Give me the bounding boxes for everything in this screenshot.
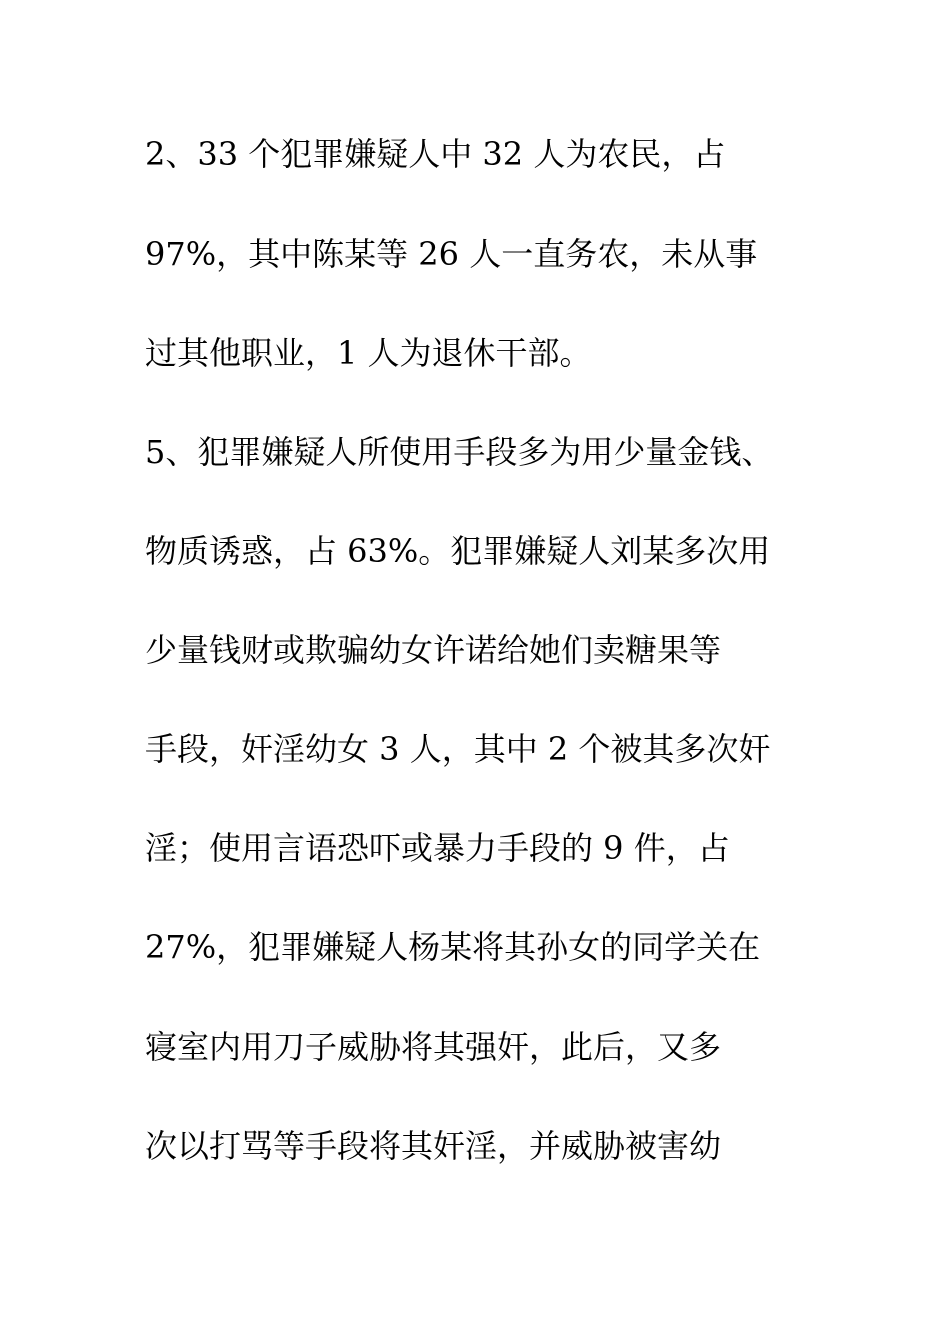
text-line: 5、犯罪嫌疑人所使用手段多为用少量金钱、 [145,433,774,471]
text-line: 2、33 个犯罪嫌疑人中 32 人为农民，占 [145,135,726,173]
text-line: 手段，奸淫幼女 3 人，其中 2 个被其多次奸 [145,730,771,768]
text-line: 淫；使用言语恐吓或暴力手段的 9 件，占 [145,829,730,867]
text-line: 27%，犯罪嫌疑人杨某将其孙女的同学关在 [145,928,761,966]
text-line: 寝室内用刀子威胁将其强奸，此后，又多 [145,1028,722,1066]
text-line: 少量钱财或欺骗幼女许诺给她们卖糖果等 [145,631,722,669]
text-line: 次以打骂等手段将其奸淫，并威胁被害幼 [145,1127,722,1165]
text-line: 物质诱惑，占 63%。犯罪嫌疑人刘某多次用 [145,532,771,570]
text-line: 过其他职业，1 人为退休干部。 [145,334,592,372]
text-line: 97%，其中陈某等 26 人一直务农，未从事 [145,235,758,273]
